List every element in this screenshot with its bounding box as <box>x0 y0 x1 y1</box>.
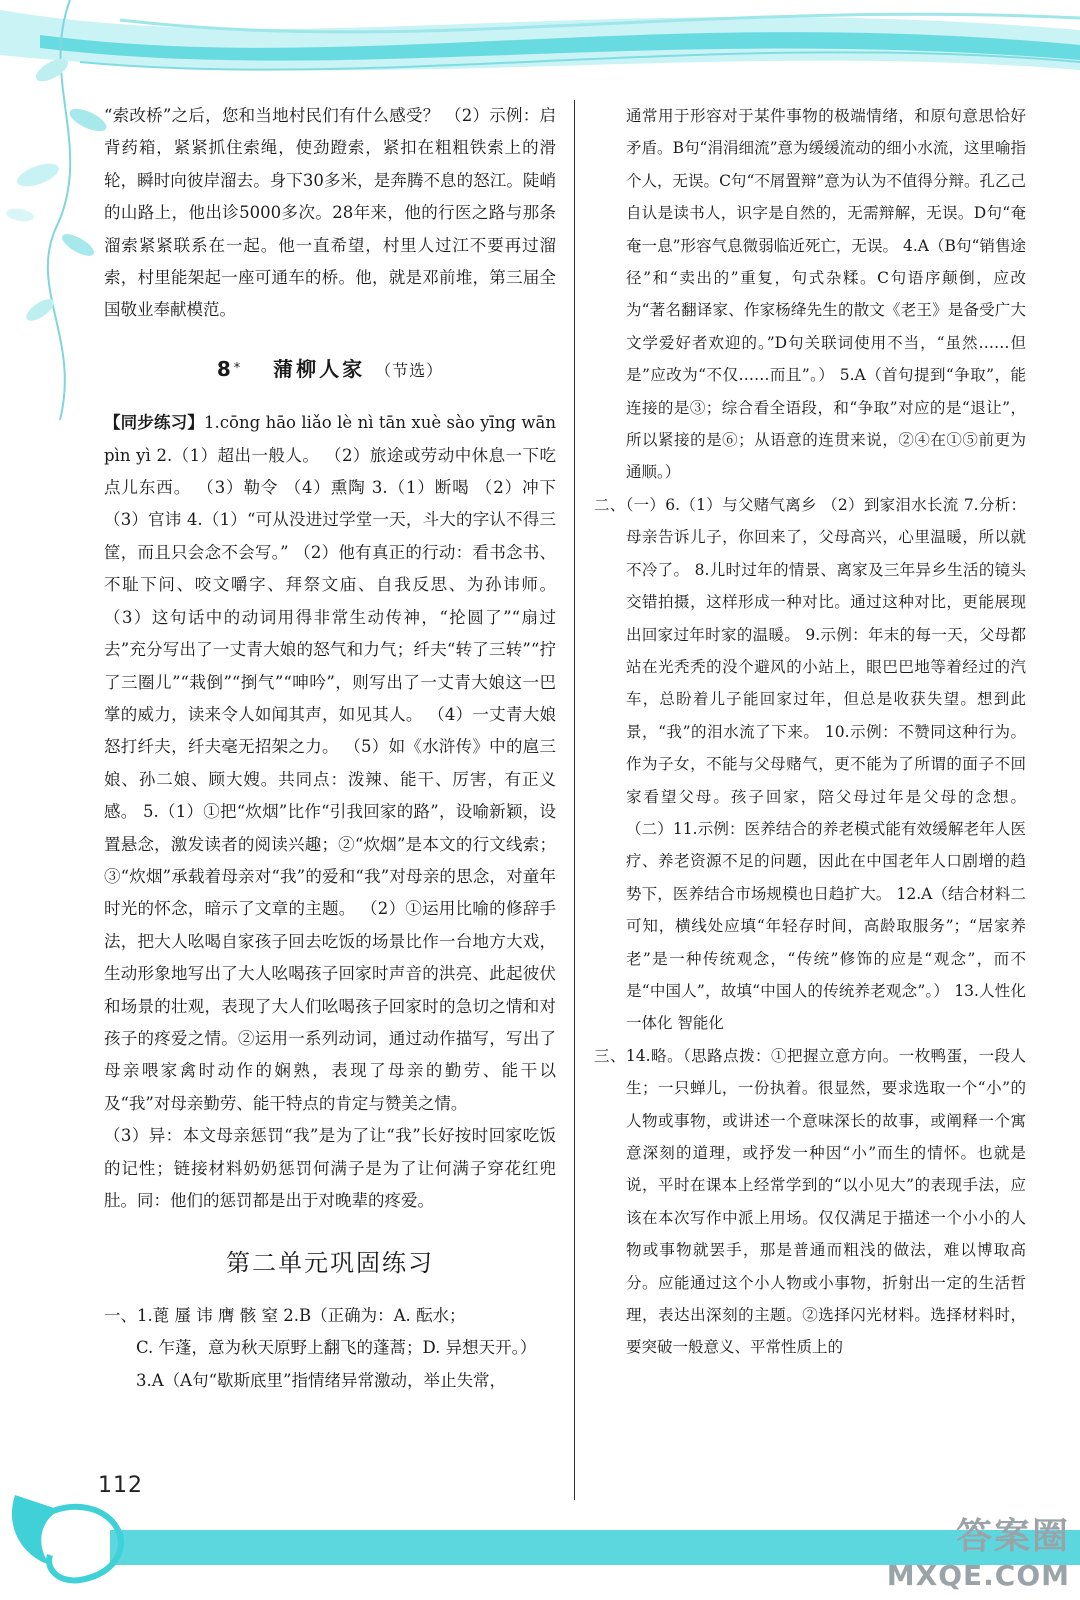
sync-practice-paragraph-3: （3）异：本文母亲惩罚“我”是为了让“我”长好按时回家吃饭的记性；链接材料奶奶惩罚何满子是为了让何满子穿花红兜肚。同：他们的惩罚都是出于对晚辈的疼爱。 <box>104 1126 556 1210</box>
section-mark: * <box>233 360 244 376</box>
section-title: 蒲柳人家 <box>273 356 366 381</box>
sync-practice-tag: 【同步练习】 <box>104 413 205 433</box>
watermark-url: MXQE.COM <box>886 1559 1070 1592</box>
unit-answer-line-3: 3.A（A句“歇斯底里”指情绪异常激动，举止失常， <box>136 1370 506 1390</box>
answer-paragraph-2: 二、（一）6.（1）与父赌气离乡 （2）到家泪水长流 7.分析：母亲告诉儿子，你回来了，父母高兴，心里温暖，所以就不冷了。 8.儿时过年的情景、离家及三年异乡生活的镜头交错拍摄，这样形成一种对比。通过这种对比，更能展现出回家过年时家的温暖。 9.示例：年末的每一天，父母都站在光秃秃的没个避风的小站上，眼巴巴地等着经过的汽车，总盼着儿子能回家过年，但总是收获失望。想到此景，“我”的泪水流了下来。 10.示例：不赞同这种行为。作为子女，不能与父母赌气，更不能为了所谓的面子不回家看望父母。孩子回家，陪父母过年是父母的念想。 （二）11.示例：医养结合的养老模式能有效缓解老年人医疗、养老资源不足的问题，因此在中国老年人口剧增的趋势下，医养结合市场规模也日趋扩大。 12.A（结合材料二可知，横线处应填“年轻存时间，高龄取服务”；“居家养老”是一种传统观念，“传统”修饰的应是“观念”，而不是“中国人”，故填“中国人的传统养老观念”。） 13.人性化 一体化 智能化 <box>594 495 1026 1033</box>
column-divider <box>574 100 575 1500</box>
top-ribbon-decoration <box>0 0 1080 90</box>
watermark-logo: 答案圈 <box>955 1516 1070 1557</box>
answer-paragraph-1: 通常用于形容对于某件事物的极端情绪，和原句意思恰好矛盾。B句“涓涓细流”意为缓缓流动的细小水流，这里喻指个人，无误。C句“不屑置辩”意为认为不值得分辩。孔乙己自认是读书人，识字是自然的，无需辩解，无误。D句“奄奄一息”形容气息微弱临近死亡，无误。 4.A（B句“销售途径”和“卖出的”重复，句式杂糅。C句语序颠倒，应改为“著名翻译家、作家杨绛先生的散文《老王》是备受广大文学爱好者欢迎的。”D句关联词使用不当，“虽然……但是”应改为“不仅……而且”。） 5.A（首句提到“争取”，能连接的是③；综合看全语段，和“争取”对应的是“退让”，所以紧接的是⑥；从语意的连贯来说，②④在①⑤前更为通顺。） <box>626 107 1026 482</box>
right-column <box>594 100 1026 1364</box>
section-number: 8 <box>216 356 234 381</box>
sync-practice-text: 1.cōng hāo liǎo lè nì tān xuè sào yīng wān pìn yì 2.（1）超出一般人。 （2）旅途或劳动中休息一下吃点儿东西。 （3）勒令 （4）熏陶 3.（1）断喝 （2）冲下 （3）官讳 4.（1）“可从没进过学堂一天，斗大的字认不得三筐，而且只会念不会写。” （2）他有真正的行动：看书念书、不耻下问、咬文嚼字、拜祭文庙、自我反思、为孙讳师。 （3）这句话中的动词用得非常生动传神，“抡圆了”“扇过去”充分写出了一丈青大娘的怒气和力气；纤夫“转了三转”“拧了三圈儿”“栽倒”“捯气”“呻吟”，则写出了一丈青大娘这一巴掌的威力，读来令人如闻其声，如见其人。 （4）一丈青大娘怒打纤夫，纤夫毫无招架之力。 （5）如《水浒传》中的扈三娘、孙二娘、顾大嫂。共同点：泼辣、能干、厉害，有正义感。 5.（1）①把“炊烟”比作“引我回家的路”，设喻新颖，设置悬念，激发读者的阅读兴趣；②“炊烟”是本文的行文线索；③“炊烟”承载着母亲对“我”的爱和“我”对母亲的思念，对童年时光的怀念，暗示了文章的主题。 （2）①运用比喻的修辞手法，把大人吆喝自家孩子回去吃饭的场景比作一台地方大戏，生动形象地写出了大人吆喝孩子回家时声音的洪亮、此起彼伏和场景的壮观，表现了大人们吆喝孩子回家时的急切之情和对孩子的疼爱之情。②运用一系列动词，通过动作描写，写出了母亲喂家禽时动作的娴熟，表现了母亲的勤劳、能干以及“我”对母亲勤劳、能干特点的肯定与赞美之情。 <box>104 413 556 1113</box>
unit-title: 第二单元巩固练习 <box>226 1249 434 1278</box>
section-heading <box>104 353 556 387</box>
page-number: 112 <box>98 1473 143 1498</box>
answer-paragraph-3: 三、14.略。（思路点拨：①把握立意方向。一枚鸭蛋，一段人生；一只蝉儿，一份执着。很显然，要求选取一个“小”的人物或事物，或讲述一个意味深长的故事，或阐释一个寓意深刻的道理，或抒发一种因“小”而生的情怀。也就是说，平时在课本上经常学到的“以小见大”的表现手法，应该在本次写作中派上用场。仅仅满足于描述一个小小的人物或事物就罢手，那是普通而粗浅的做法，难以博取高分。应能通过这个小人物或小事物，折射出一定的生活哲理，表达出深刻的主题。②选择闪光材料。选择材料时，要突破一般意义、平常性质上的 <box>594 1046 1026 1357</box>
watermark <box>887 1508 1070 1592</box>
section-note: （节选） <box>375 360 444 380</box>
unit-answer-line-2: C. 乍蓬，意为秋天原野上翻飞的蓬蒿；D. 异想天开。） <box>136 1338 537 1358</box>
left-column <box>104 100 556 1397</box>
answer-intro-paragraph: “索改桥”之后，您和当地村民们有什么感受？ （2）示例：启背药箱，紧紧抓住索绳，使劲蹬索，紧扣在粗粗铁索上的滑轮，瞬时向彼岸溜去。身下30多米，是奔腾不息的怒江。陡峭的山路上，他出诊5000多次。28年来，他的行医之路与那条溜索紧紧联系在一起。他一直希望，村里人过江不要再过溜索，村里能架起一座可通车的桥。他，就是邓前堆，第三届全国敬业奉献模范。 <box>104 106 556 320</box>
unit-answer-line-1: 一、1.蓖 蜃 讳 膺 骸 窒 2.B（正确为：A. 酝水； <box>104 1305 466 1325</box>
sync-practice-paragraph <box>104 407 556 1120</box>
